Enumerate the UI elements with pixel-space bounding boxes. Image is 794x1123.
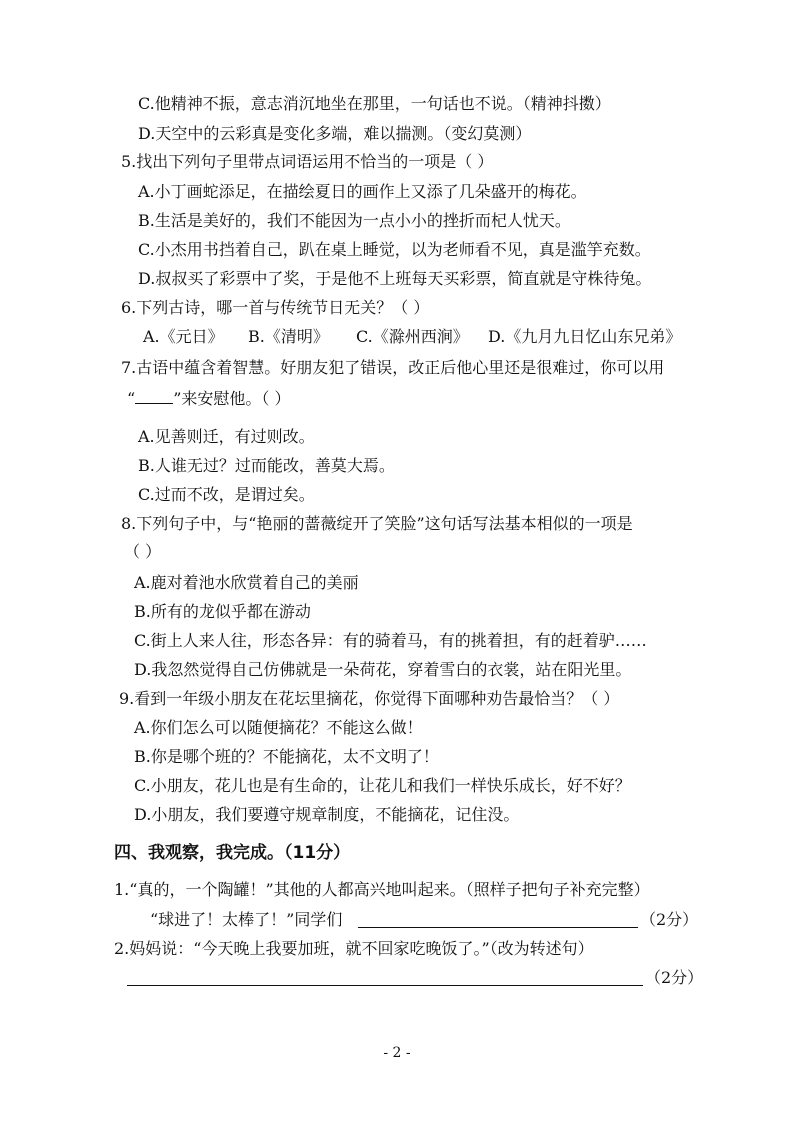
s4-q2-stem: 2.妈妈说：“今天晚上我要加班，就不回家吃晚饭了。”（改为转述句）	[114, 939, 594, 958]
s4-q1-score: （2分）	[640, 910, 699, 929]
q7-stem-line2	[127, 389, 290, 407]
q8-option-b: B.所有的龙似乎都在游动	[134, 602, 311, 621]
s4-q1-stem: 1.“真的，一个陶罐！”其他的人都高兴地叫起来。（照样子把句子补充完整）	[114, 880, 650, 899]
q6-option-d: D.《九月九日忆山东兄弟》	[488, 327, 682, 346]
q5-stem: 5.找出下列句子里带点词语运用不恰当的一项是（ ）	[121, 152, 494, 171]
q6-option-b: B.《清明》	[248, 327, 329, 346]
q5-option-d: D.叔叔买了彩票中了奖，于是他不上班每天买彩票，简直就是守株待兔。	[138, 269, 652, 288]
q8-stem-line1: 8.下列句子中，与“艳丽的蔷薇绽开了笑脸”这句话写法基本相似的一项是	[121, 514, 633, 533]
section-4-title: 四、我观察，我完成。（11分）	[114, 843, 351, 863]
q7-stem-line1: 7.古语中蕴含着智慧。好朋友犯了错误，改正后他心里还是很难过，你可以用	[121, 358, 665, 377]
q5-option-b: B.生活是美好的，我们不能因为一点小小的挫折而杞人忧天。	[138, 211, 571, 230]
q9-option-c: C.小朋友，花儿也是有生命的，让花儿和我们一样快乐成长，好不好？	[134, 776, 631, 795]
q4-option-d: D.天空中的云彩真是变化多端，难以揣测。（变幻莫测）	[138, 124, 532, 143]
q9-option-b: B.你是哪个班的？不能摘花，太不文明了！	[134, 747, 439, 766]
q8-stem-line2: （ ）	[124, 542, 162, 561]
q6-stem: 6.下列古诗，哪一首与传统节日无关？（ ）	[121, 298, 430, 317]
s4-q1-answer-line[interactable]	[358, 927, 638, 928]
q5-option-c: C.小杰用书挡着自己，趴在桌上睡觉，以为老师看不见，真是滥竽充数。	[138, 240, 651, 259]
q7-option-c: C.过而不改，是谓过矣。	[138, 485, 315, 504]
q7-open-quote: “	[127, 389, 136, 408]
q4-option-c: C.他精神不振，意志消沉地坐在那里，一句话也不说。（精神抖擞）	[138, 94, 611, 113]
page-number: - 2 -	[383, 1045, 411, 1061]
s4-q2-answer-line[interactable]	[127, 985, 643, 986]
q8-option-a: A.鹿对着池水欣赏着自己的美丽	[134, 573, 359, 592]
q8-option-d: D.我忽然觉得自己仿佛就是一朵荷花，穿着雪白的衣裳，站在阳光里。	[134, 660, 632, 679]
q9-option-d: D.小朋友，我们要遵守规章制度，不能摘花，记住没。	[134, 805, 520, 824]
s4-q2-score: （2分）	[645, 968, 704, 987]
q7-option-a: A.见善则迁，有过则改。	[138, 427, 315, 446]
q9-stem: 9.看到一年级小朋友在花坛里摘花，你觉得下面哪种劝告最恰当？（ ）	[119, 689, 620, 708]
q8-option-c: C.街上人来人往，形态各异：有的骑着马，有的挑着担，有的赶着驴……	[134, 631, 647, 650]
q9-option-a: A.你们怎么可以随便摘花？不能这么做！	[134, 718, 423, 737]
q7-stem-tail: ”来安慰他。（ ）	[173, 389, 291, 408]
q7-option-b: B.人谁无过？过而能改，善莫大焉。	[138, 456, 395, 475]
s4-q1-example-line: “球进了！太棒了！”同学们	[150, 910, 343, 929]
q6-option-a: A.《元日》	[143, 327, 224, 346]
q7-answer-blank[interactable]	[135, 389, 173, 404]
q6-option-c: C.《滁州西涧》	[356, 327, 469, 346]
q5-option-a: A.小丁画蛇添足，在描绘夏日的画作上又添了几朵盛开的梅花。	[138, 182, 587, 201]
